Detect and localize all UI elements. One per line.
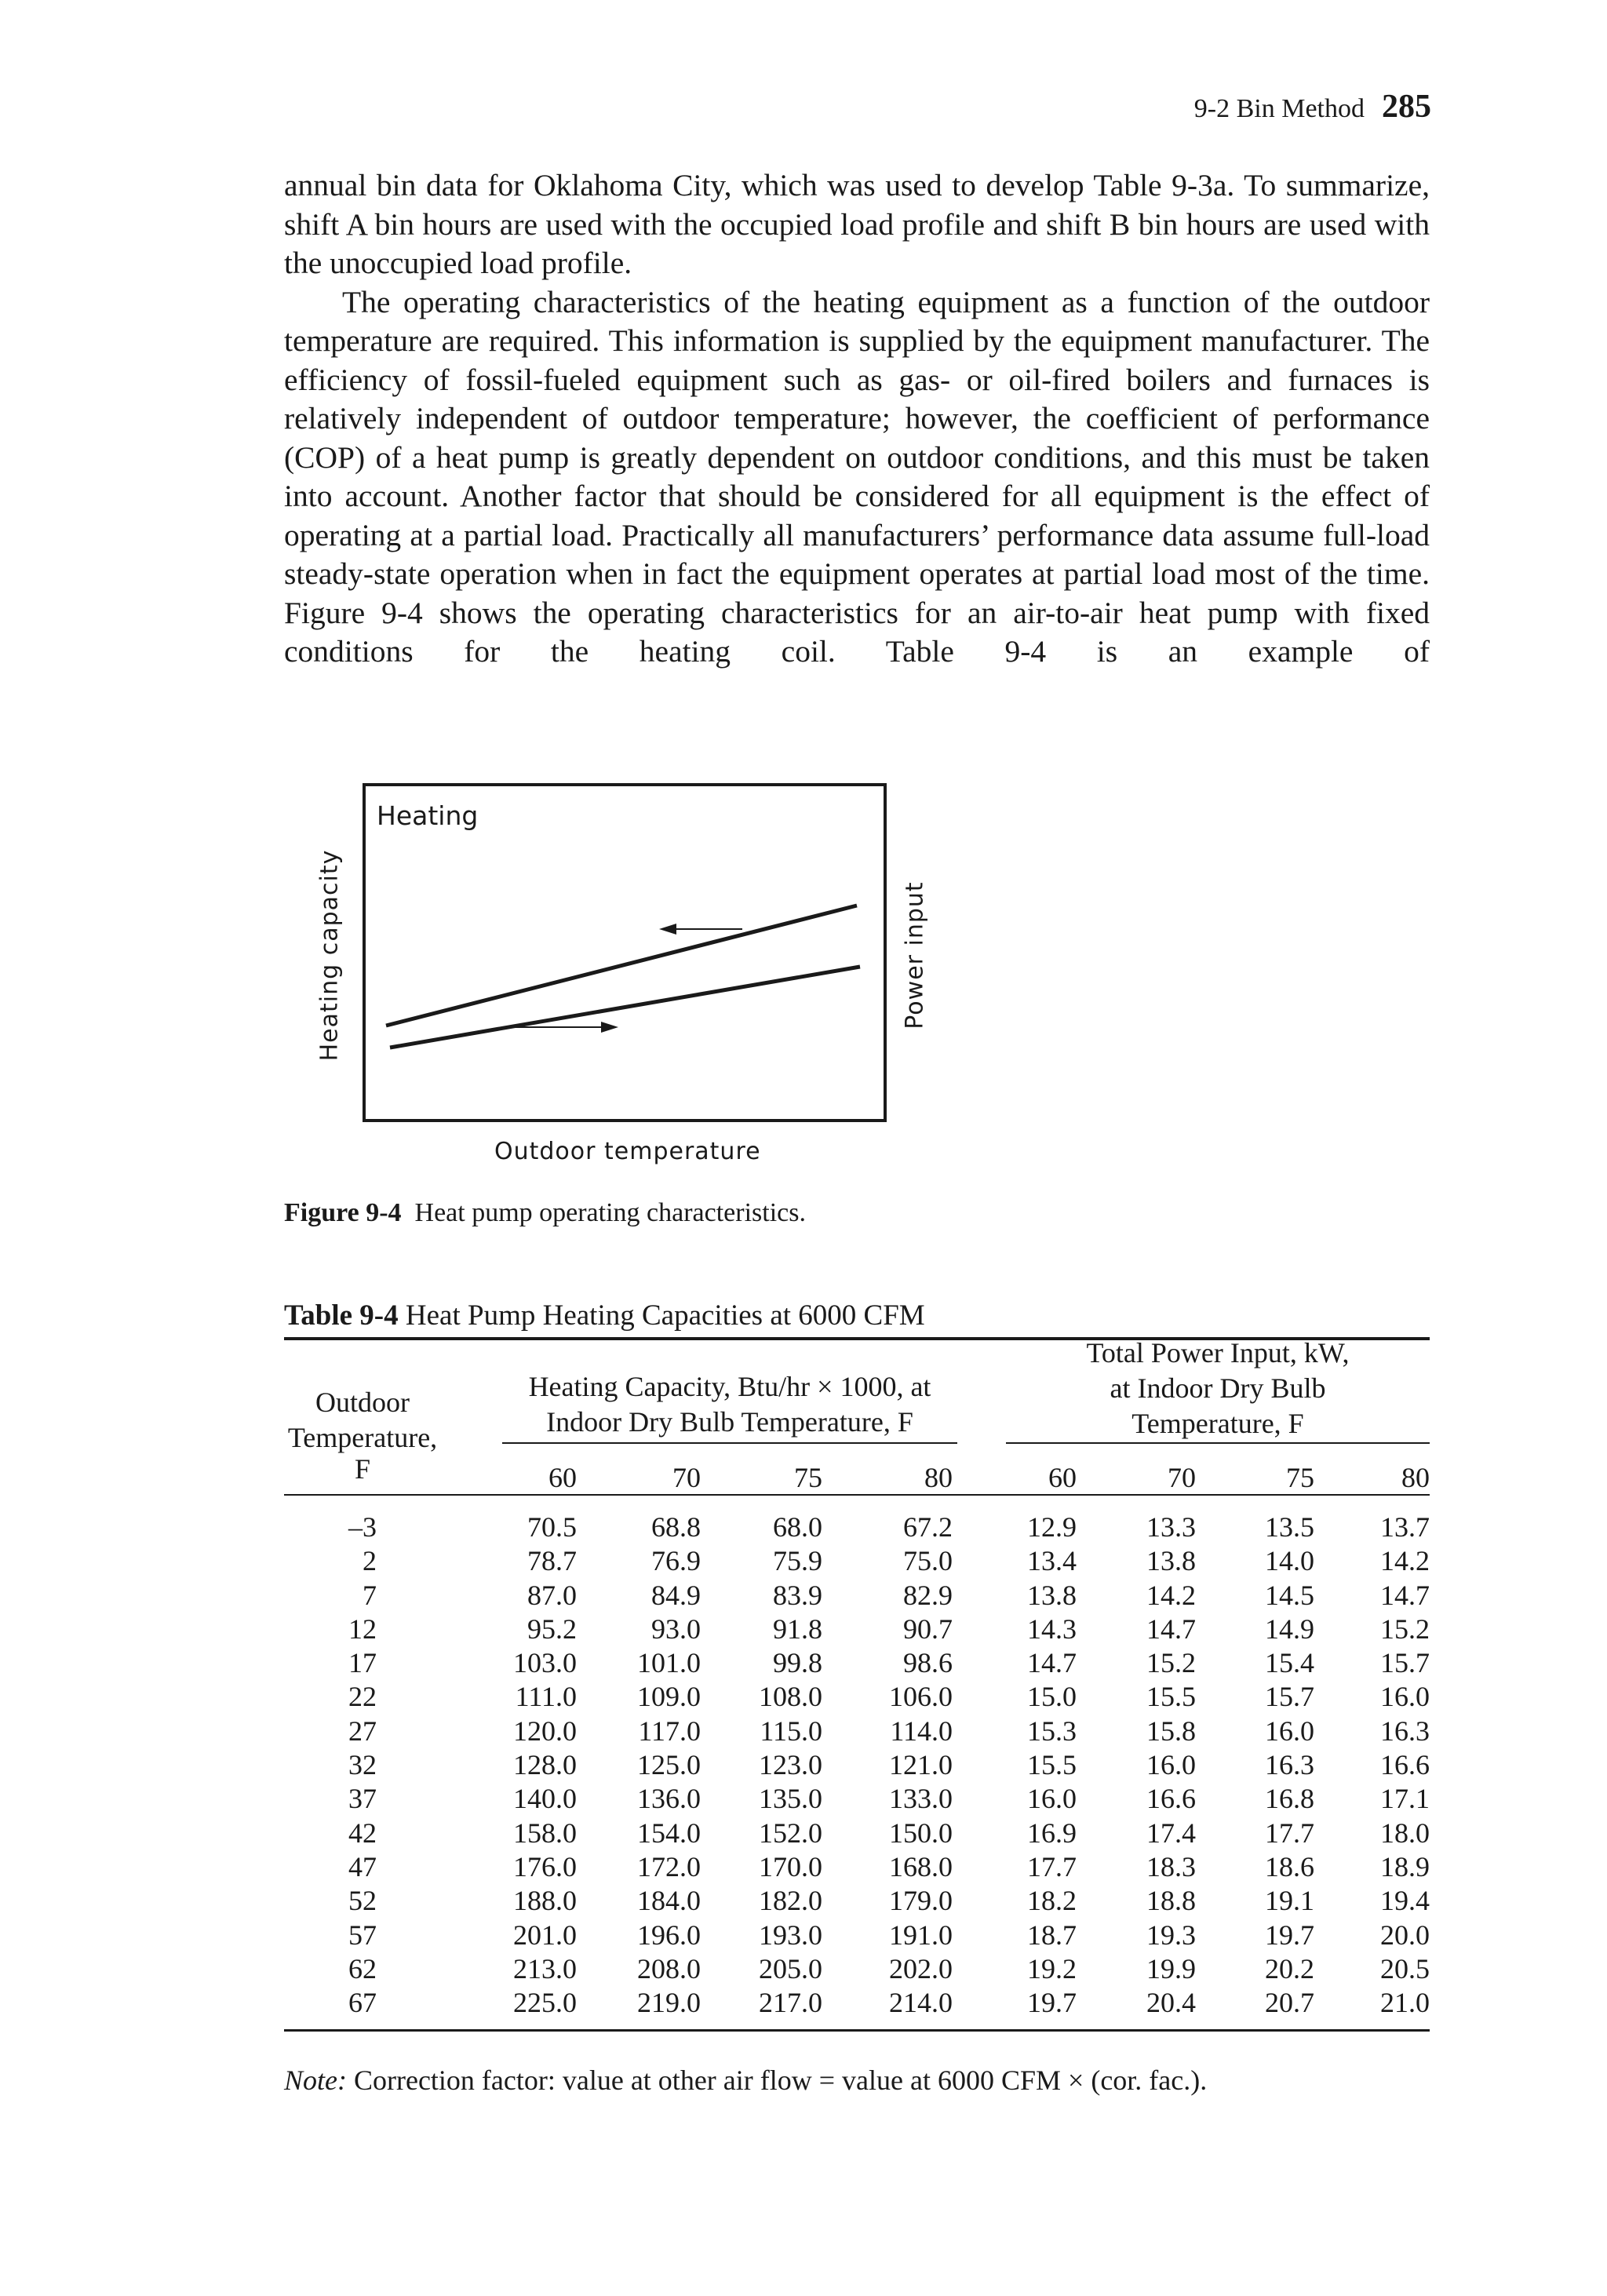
power-input-cell: 20.0 bbox=[1380, 1919, 1430, 1951]
heating-capacity-cell: 136.0 bbox=[637, 1783, 701, 1815]
power-input-cell: 16.6 bbox=[1380, 1749, 1430, 1781]
power-input-cell: 16.9 bbox=[1027, 1817, 1077, 1849]
sub-header-cell: 75 bbox=[1286, 1462, 1314, 1493]
power-input-cell: 17.7 bbox=[1265, 1817, 1314, 1849]
power-input-cell: 17.7 bbox=[1027, 1850, 1077, 1882]
outdoor-temperature-cell: 37 bbox=[348, 1783, 377, 1815]
power-input-cell: 20.2 bbox=[1265, 1952, 1314, 1984]
power-input-cell: 14.5 bbox=[1265, 1579, 1314, 1611]
power-input-cell: 18.9 bbox=[1380, 1850, 1430, 1882]
heating-capacity-cell: 68.8 bbox=[651, 1511, 701, 1543]
power-input-cell: 20.7 bbox=[1265, 1987, 1314, 2019]
heating-capacity-cell: 98.6 bbox=[903, 1647, 953, 1679]
power-input-cell: 14.3 bbox=[1027, 1613, 1077, 1645]
power-input-cell: 12.9 bbox=[1027, 1511, 1077, 1543]
table-row bbox=[284, 1579, 1430, 1613]
outdoor-temperature-cell: 32 bbox=[348, 1749, 377, 1781]
paragraph-1: annual bin data for Oklahoma City, which was used to develop Table 9-3a. To summarize, shift A bin hours are used with the occupied load profile and shift B bin hours are used with the unoccupied load profile. bbox=[284, 168, 1430, 280]
left-arrow-head bbox=[659, 924, 676, 935]
outdoor-temperature-cell: 27 bbox=[348, 1715, 377, 1747]
table-row bbox=[284, 1544, 1430, 1578]
running-head-section: 9-2 Bin Method bbox=[1193, 94, 1365, 123]
power-input-cell: 18.6 bbox=[1265, 1850, 1314, 1882]
figure-plot bbox=[314, 785, 910, 1177]
heating-capacity-cell: 201.0 bbox=[513, 1919, 577, 1951]
heating-capacity-cell: 75.9 bbox=[773, 1545, 822, 1577]
table-bottom-rule bbox=[284, 2029, 1430, 2032]
outdoor-temperature-cell: 52 bbox=[348, 1885, 377, 1917]
power-input-cell: 14.2 bbox=[1380, 1545, 1430, 1577]
power-input-cell: 14.0 bbox=[1265, 1545, 1314, 1577]
power-input-cell: 14.7 bbox=[1146, 1613, 1196, 1645]
running-head bbox=[1194, 88, 1431, 126]
table-row bbox=[284, 1782, 1430, 1816]
heating-capacity-cell: 121.0 bbox=[889, 1749, 953, 1781]
heating-capacity-cell: 133.0 bbox=[889, 1783, 953, 1815]
table-row bbox=[284, 1952, 1430, 1986]
table-row bbox=[284, 1646, 1430, 1680]
heating-capacity-cell: 196.0 bbox=[637, 1919, 701, 1951]
outdoor-temperature-cell: 67 bbox=[348, 1987, 377, 2019]
sub-header-cell: 70 bbox=[672, 1462, 701, 1493]
heating-capacity-cell: 208.0 bbox=[637, 1952, 701, 1984]
heating-capacity-cell: 191.0 bbox=[889, 1919, 953, 1951]
heating-capacity-cell: 91.8 bbox=[773, 1613, 822, 1645]
power-input-cell: 19.1 bbox=[1265, 1885, 1314, 1917]
figure-caption-label: Figure 9-4 bbox=[284, 1198, 402, 1227]
heating-capacity-cell: 108.0 bbox=[759, 1681, 822, 1713]
power-input-cell: 19.3 bbox=[1146, 1919, 1196, 1951]
heating-capacity-cell: 120.0 bbox=[513, 1715, 577, 1747]
figure-caption-text: Heat pump operating characteristics. bbox=[414, 1198, 806, 1227]
heating-capacity-cell: 99.8 bbox=[773, 1647, 822, 1679]
sub-header-cell: 80 bbox=[1401, 1462, 1430, 1493]
heating-capacity-cell: 213.0 bbox=[513, 1952, 577, 1984]
figure-title: Heating bbox=[377, 800, 479, 831]
heating-capacity-cell: 150.0 bbox=[889, 1817, 953, 1849]
heating-capacity-cell: 76.9 bbox=[651, 1545, 701, 1577]
heating-capacity-cell: 90.7 bbox=[903, 1613, 953, 1645]
heating-capacity-cell: 117.0 bbox=[638, 1715, 701, 1747]
power-input-cell: 13.3 bbox=[1146, 1511, 1196, 1543]
heating-capacity-cell: 103.0 bbox=[513, 1647, 577, 1679]
power-input-cell: 20.5 bbox=[1380, 1952, 1430, 1984]
heating-capacity-cell: 83.9 bbox=[773, 1579, 822, 1611]
power-input-cell: 15.4 bbox=[1265, 1647, 1314, 1679]
heating-capacity-cell: 95.2 bbox=[527, 1613, 577, 1645]
power-input-cell: 19.2 bbox=[1027, 1952, 1077, 1984]
power-input-cell: 15.7 bbox=[1380, 1647, 1430, 1679]
heating-capacity-cell: 125.0 bbox=[637, 1749, 701, 1781]
heating-capacity-cell: 84.9 bbox=[651, 1579, 701, 1611]
heating-capacity-cell: 111.0 bbox=[515, 1681, 577, 1713]
table-note bbox=[284, 2064, 1207, 2097]
heating-capacity-cell: 68.0 bbox=[773, 1511, 822, 1543]
power-input-cell: 19.7 bbox=[1265, 1919, 1314, 1951]
power-input-cell: 16.0 bbox=[1380, 1681, 1430, 1713]
table-row bbox=[284, 1748, 1430, 1782]
table-row bbox=[284, 1850, 1430, 1884]
outdoor-temperature-cell: 12 bbox=[348, 1613, 377, 1645]
power-input-cell: 15.0 bbox=[1027, 1681, 1077, 1713]
power-input-cell: 18.8 bbox=[1146, 1885, 1196, 1917]
header-outdoor-unit: F bbox=[354, 1453, 371, 1485]
power-input-cell: 13.8 bbox=[1146, 1545, 1196, 1577]
header-bottom-rule bbox=[284, 1494, 1430, 1496]
heating-capacity-cell: 106.0 bbox=[889, 1681, 953, 1713]
header-power-input-group: Total Power Input, kW, at Indoor Dry Bulb Temperature, F bbox=[1086, 1337, 1350, 1439]
heating-capacity-cell: 179.0 bbox=[889, 1885, 953, 1917]
heating-capacity-cell: 217.0 bbox=[759, 1987, 822, 2019]
table-row bbox=[284, 1884, 1430, 1918]
power-input-cell: 19.4 bbox=[1380, 1885, 1430, 1917]
paragraph-2: The operating characteristics of the heating equipment as a function of the outdoor temperature are required. This information is supplied by the equipment manufacturer. The efficiency of fossil-fueled equipment such as gas- or oil-fired boilers and furnaces is relatively independent of outdoor temperature; however, the coefficient of performance (COP) of a heat pump is greatly dependent on outdoor conditions, and this must be taken into account. Another factor that should be considered for all equipment is the effect of operating at a partial load. Practically all manufacturers’ performance data assume full-load steady-state operation when in fact the equipment operates at partial load most of the time. Figure 9-4 shows the operating characteristics for an air-to-air heat pump with fixed conditions for the heating coil. Table 9-4 is an example of bbox=[284, 284, 1430, 669]
power-input-cell: 16.3 bbox=[1380, 1715, 1430, 1747]
table-row bbox=[284, 1986, 1430, 2020]
heating-capacity-cell: 82.9 bbox=[903, 1579, 953, 1611]
x-axis-label: Outdoor temperature bbox=[494, 1138, 761, 1165]
power-input-cell: 16.6 bbox=[1146, 1783, 1196, 1815]
outdoor-temperature-cell: 2 bbox=[363, 1545, 377, 1577]
heating-capacity-cell: 168.0 bbox=[889, 1850, 953, 1882]
heating-capacity-cell: 170.0 bbox=[759, 1850, 822, 1882]
header-heating-capacity-group: Heating Capacity, Btu/hr × 1000, at Indoor Dry Bulb Temperature, F bbox=[528, 1371, 931, 1438]
power-input-cell: 15.2 bbox=[1146, 1647, 1196, 1679]
heating-capacity-cell: 140.0 bbox=[513, 1783, 577, 1815]
table-title-text: Heat Pump Heating Capacities at 6000 CFM bbox=[405, 1299, 925, 1332]
power-input-cell: 13.7 bbox=[1380, 1511, 1430, 1543]
power-input-cell: 17.4 bbox=[1146, 1817, 1196, 1849]
table-row bbox=[284, 1511, 1430, 1544]
table-body bbox=[284, 1511, 1430, 2020]
power-group-rule bbox=[1006, 1442, 1430, 1444]
heating-capacity-cell: 225.0 bbox=[513, 1987, 577, 2019]
sub-header-cell: 60 bbox=[1048, 1462, 1077, 1493]
power-input-cell: 15.8 bbox=[1146, 1715, 1196, 1747]
heating-capacity-cell: 93.0 bbox=[651, 1613, 701, 1645]
power-input-cell: 16.0 bbox=[1146, 1749, 1196, 1781]
heating-capacity-cell: 205.0 bbox=[759, 1952, 822, 1984]
power-input-cell: 18.7 bbox=[1027, 1919, 1077, 1951]
power-input-cell: 14.7 bbox=[1380, 1579, 1430, 1611]
power-input-cell: 20.4 bbox=[1146, 1987, 1196, 2019]
outdoor-temperature-cell: 42 bbox=[348, 1817, 377, 1849]
power-input-cell: 14.9 bbox=[1265, 1613, 1314, 1645]
heating-capacity-cell: 70.5 bbox=[527, 1511, 577, 1543]
right-arrow-head bbox=[601, 1022, 618, 1033]
power-input-cell: 16.3 bbox=[1265, 1749, 1314, 1781]
outdoor-temperature-cell: 7 bbox=[363, 1579, 377, 1611]
power-input-cell: 18.0 bbox=[1380, 1817, 1430, 1849]
header-outdoor-temperature: Outdoor Temperature, bbox=[287, 1387, 438, 1453]
heating-capacity-cell: 214.0 bbox=[889, 1987, 953, 2019]
power-input-cell: 16.0 bbox=[1027, 1783, 1077, 1815]
heating-capacity-cell: 123.0 bbox=[759, 1749, 822, 1781]
power-input-cell: 17.1 bbox=[1380, 1783, 1430, 1815]
power-input-cell: 15.5 bbox=[1146, 1681, 1196, 1713]
table-row bbox=[284, 1680, 1430, 1714]
power-input-cell: 18.2 bbox=[1027, 1885, 1077, 1917]
heating-capacity-cell: 109.0 bbox=[637, 1681, 701, 1713]
sub-header-cell: 60 bbox=[548, 1462, 577, 1493]
body-text bbox=[284, 166, 1430, 672]
outdoor-temperature-cell: 62 bbox=[348, 1952, 377, 1984]
power-input-cell: 14.2 bbox=[1146, 1579, 1196, 1611]
heating-capacity-cell: 176.0 bbox=[513, 1850, 577, 1882]
table-note-label: Note: bbox=[284, 2065, 347, 2096]
heating-capacity-cell: 101.0 bbox=[637, 1647, 701, 1679]
heating-capacity-cell: 152.0 bbox=[759, 1817, 822, 1849]
outdoor-temperature-cell: 17 bbox=[348, 1647, 377, 1679]
power-input-cell: 19.9 bbox=[1146, 1952, 1196, 1984]
sub-header-cell: 80 bbox=[924, 1462, 953, 1493]
table-row bbox=[284, 1919, 1430, 1952]
heating-capacity-cell: 87.0 bbox=[527, 1579, 577, 1611]
power-input-cell: 14.7 bbox=[1027, 1647, 1077, 1679]
power-input-cell: 21.0 bbox=[1380, 1987, 1430, 2019]
heating-capacity-cell: 135.0 bbox=[759, 1783, 822, 1815]
table-row bbox=[284, 1715, 1430, 1748]
heating-capacity-cell: 78.7 bbox=[527, 1545, 577, 1577]
sub-header-cell: 75 bbox=[794, 1462, 822, 1493]
heating-capacity-cell: 154.0 bbox=[637, 1817, 701, 1849]
table-title bbox=[284, 1299, 925, 1332]
figure-9-4 bbox=[314, 785, 929, 1177]
power-input-cell: 13.8 bbox=[1027, 1579, 1077, 1611]
table-title-label: Table 9-4 bbox=[284, 1299, 399, 1332]
right-axis-label: Power input bbox=[901, 881, 929, 1030]
heating-capacity-cell: 193.0 bbox=[759, 1919, 822, 1951]
sub-header-cell: 70 bbox=[1168, 1462, 1196, 1493]
plot-frame bbox=[364, 785, 885, 1121]
heating-capacity-cell: 67.2 bbox=[903, 1511, 953, 1543]
power-input-cell: 15.3 bbox=[1027, 1715, 1077, 1747]
left-axis-label: Heating capacity bbox=[315, 849, 344, 1062]
power-input-cell: 15.5 bbox=[1027, 1749, 1077, 1781]
heating-capacity-cell: 158.0 bbox=[513, 1817, 577, 1849]
outdoor-temperature-cell: 57 bbox=[348, 1919, 377, 1951]
heating-capacity-cell: 172.0 bbox=[637, 1850, 701, 1882]
heating-capacity-cell: 219.0 bbox=[637, 1987, 701, 2019]
power-input-cell: 15.7 bbox=[1265, 1681, 1314, 1713]
figure-caption bbox=[284, 1198, 806, 1228]
power-input-cell: 15.2 bbox=[1380, 1613, 1430, 1645]
heating-capacity-cell: 128.0 bbox=[513, 1749, 577, 1781]
heating-capacity-cell: 75.0 bbox=[903, 1545, 953, 1577]
outdoor-temperature-cell: –3 bbox=[348, 1511, 377, 1543]
table-row bbox=[284, 1817, 1430, 1850]
power-input-cell: 16.8 bbox=[1265, 1783, 1314, 1815]
outdoor-temperature-cell: 47 bbox=[348, 1850, 377, 1882]
power-input-cell: 16.0 bbox=[1265, 1715, 1314, 1747]
capacity-group-rule bbox=[502, 1442, 957, 1444]
heating-capacity-cell: 184.0 bbox=[637, 1885, 701, 1917]
table-note-text: Correction factor: value at other air flow = value at 6000 CFM × (cor. fac.). bbox=[353, 2065, 1208, 2096]
power-input-cell: 18.3 bbox=[1146, 1850, 1196, 1882]
power-input-cell: 13.5 bbox=[1265, 1511, 1314, 1543]
heating-capacity-cell: 115.0 bbox=[760, 1715, 822, 1747]
page-number: 285 bbox=[1382, 89, 1431, 125]
power-input-cell: 13.4 bbox=[1027, 1545, 1077, 1577]
heating-capacity-cell: 182.0 bbox=[759, 1885, 822, 1917]
outdoor-temperature-cell: 22 bbox=[348, 1681, 377, 1713]
table-row bbox=[284, 1613, 1430, 1646]
heating-capacity-cell: 114.0 bbox=[890, 1715, 953, 1747]
power-input-cell: 19.7 bbox=[1027, 1987, 1077, 2019]
heating-capacity-cell: 202.0 bbox=[889, 1952, 953, 1984]
heating-capacity-cell: 188.0 bbox=[513, 1885, 577, 1917]
